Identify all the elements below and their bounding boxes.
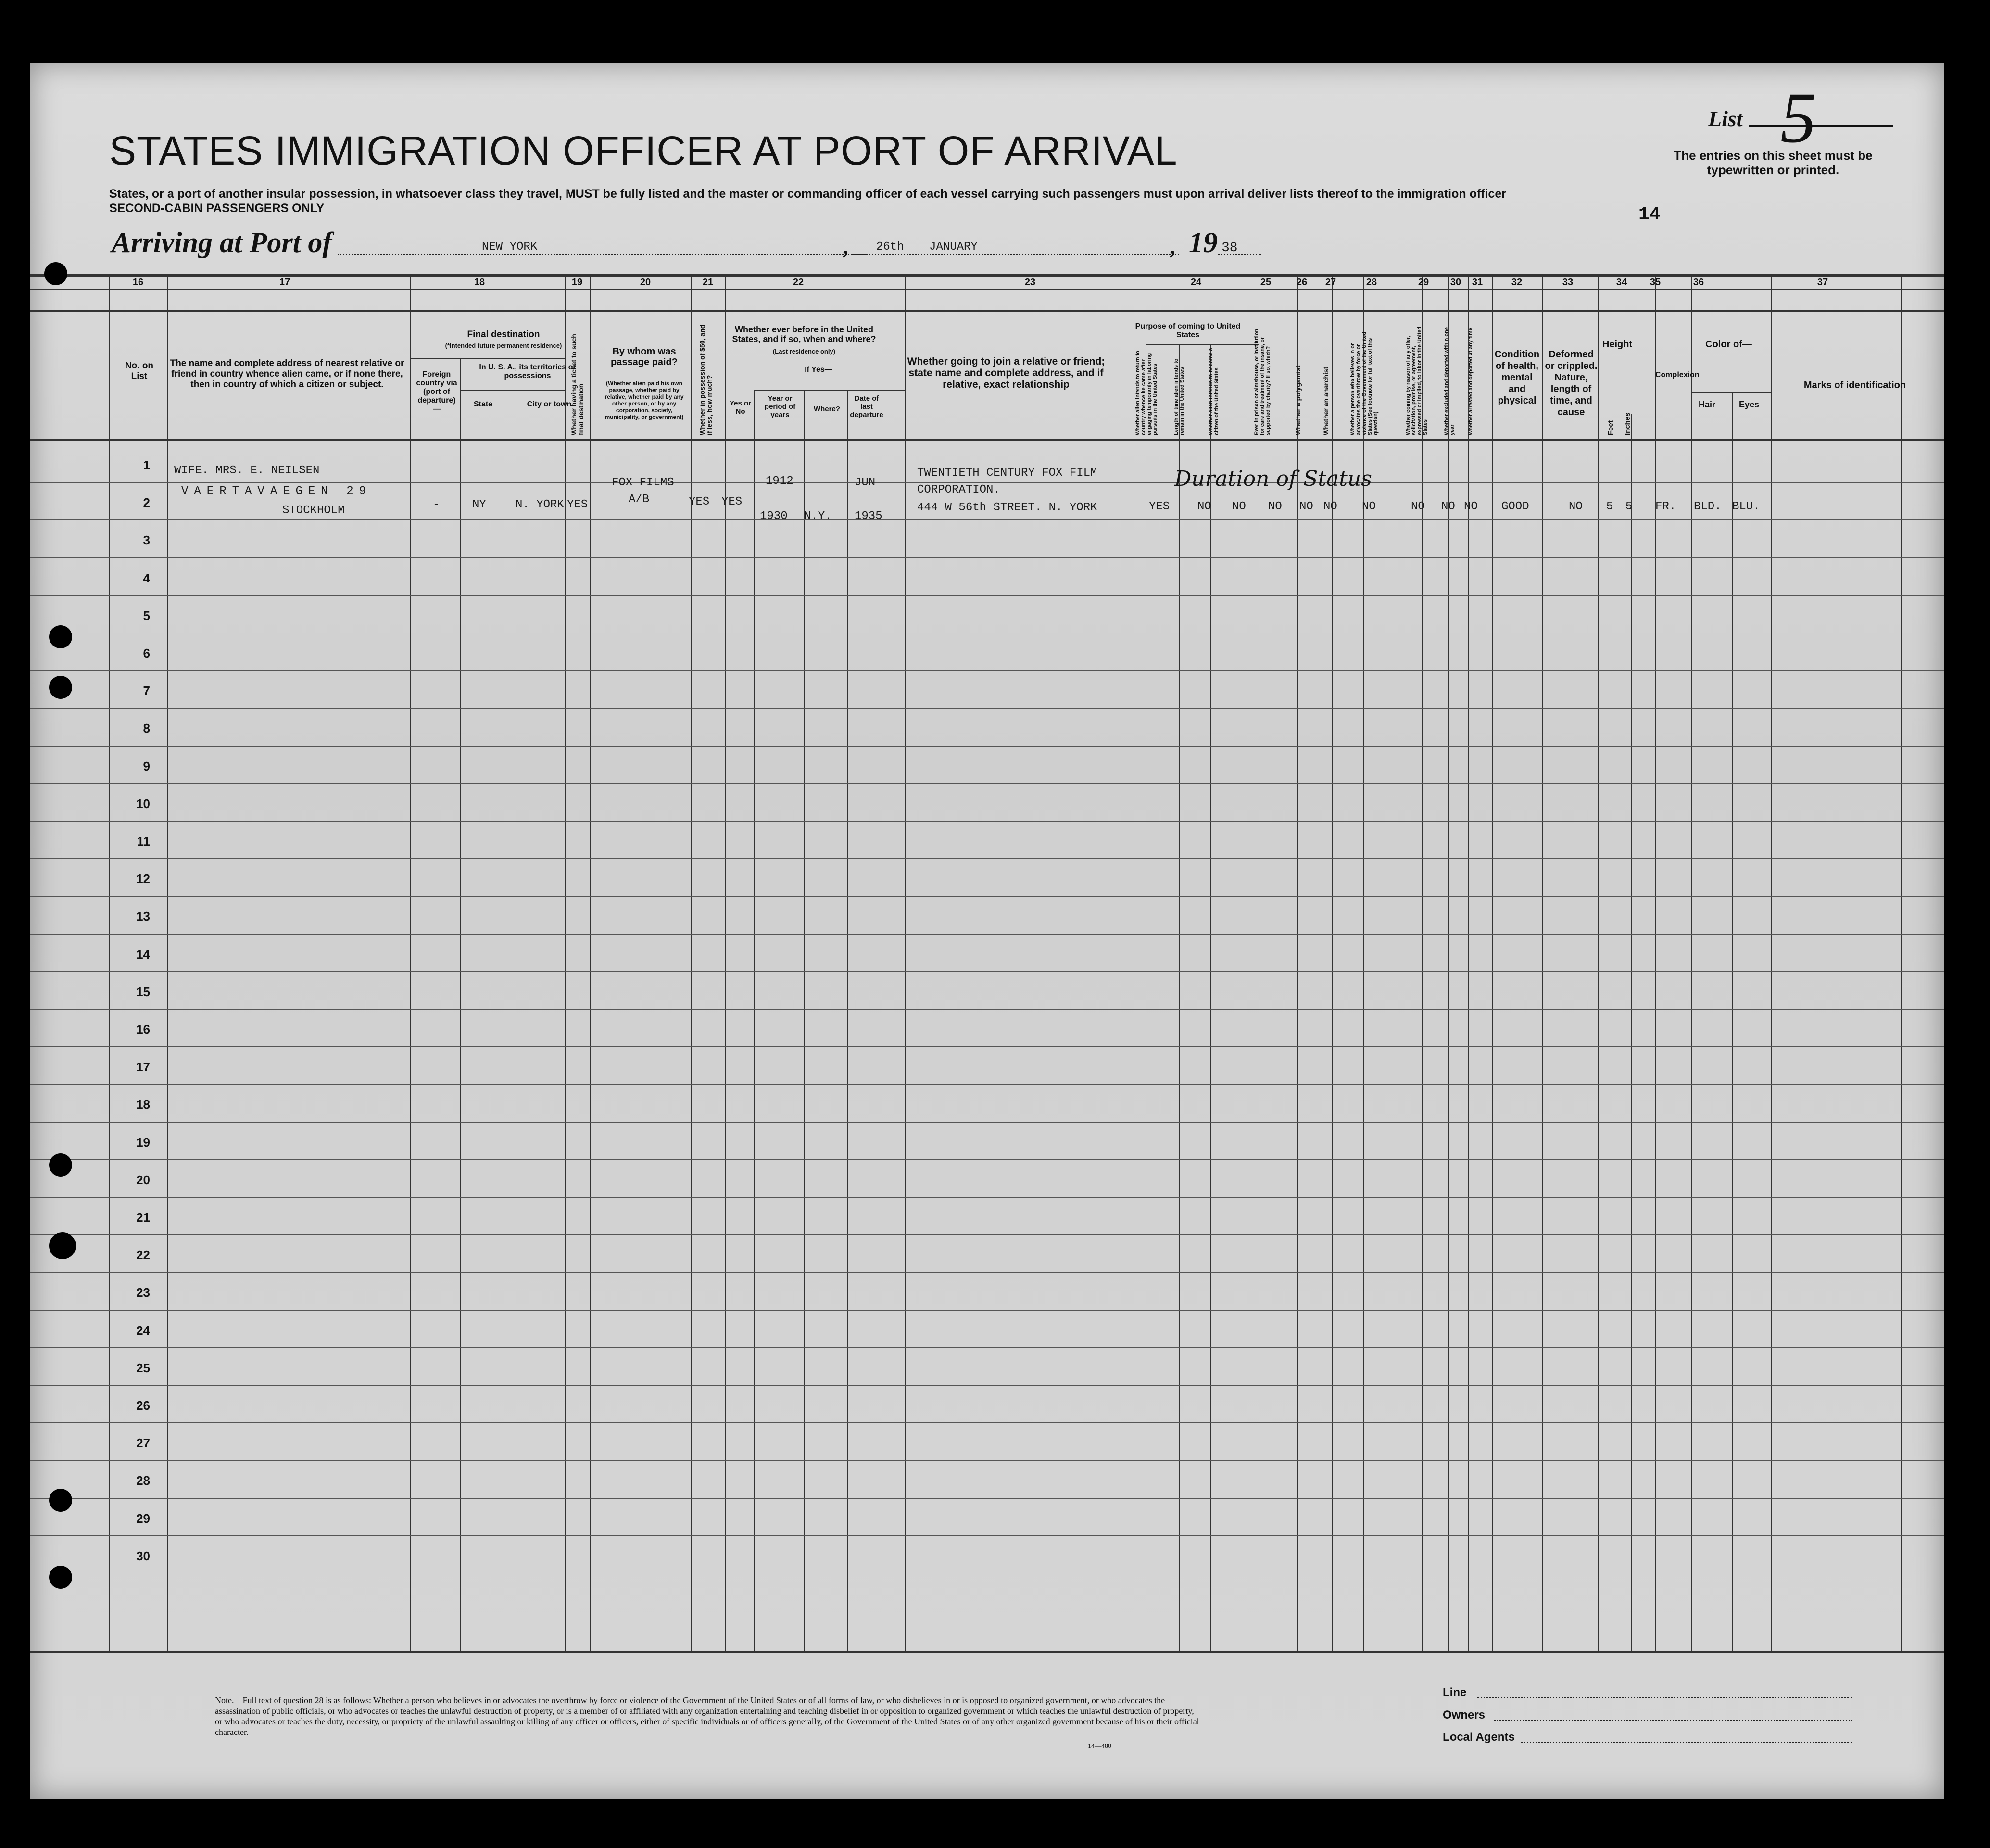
- agents-field: [1521, 1742, 1852, 1743]
- row-rule: [30, 1347, 1944, 1348]
- table-top-rule: [30, 274, 1944, 277]
- colnum-20: 20: [640, 277, 651, 288]
- entry-length: NO: [1197, 500, 1211, 513]
- subcolumn-divider: [1179, 344, 1180, 1651]
- line-label: Line: [1443, 1686, 1467, 1699]
- row-rule: [30, 1422, 1944, 1423]
- header-state: State: [473, 400, 493, 408]
- row-number: 8: [143, 721, 150, 735]
- subcolumn-divider: [847, 390, 848, 1651]
- row-number: 23: [136, 1285, 150, 1300]
- list-line: [1749, 125, 1893, 127]
- header-no-on-list: No. on List: [125, 361, 154, 381]
- subnote-line-2: SECOND-CABIN PASSENGERS ONLY: [109, 202, 325, 215]
- colnum-31: 31: [1472, 277, 1483, 288]
- header-final-destination: Final destination: [467, 329, 540, 340]
- entry-depart-year: 1935: [855, 510, 882, 523]
- header-purpose: Purpose of coming to United States: [1135, 322, 1241, 339]
- header-deformed: Deformed or crippled. Nature, length of time, and cause: [1545, 349, 1598, 418]
- row-number: 16: [136, 1022, 150, 1037]
- subnote-line-1: States, or a port of another insular possession, in whatsoever class they travel, MUST be fully listed and the master or commanding officer of each vessel carrying such passengers must upon arrival deliver lists thereof to the immigration officer: [109, 187, 1506, 201]
- header-passage-paid: By whom was passage paid?: [611, 346, 678, 367]
- header-if-yes: If Yes—: [805, 366, 832, 374]
- header-date-departure: Date of last departure: [850, 394, 883, 419]
- header-eyes: Eyes: [1738, 400, 1760, 409]
- entry-year1: 1912: [766, 475, 793, 488]
- entry-money: YES: [689, 495, 710, 508]
- arriving-label: Arriving at Port of: [112, 227, 332, 258]
- header-overthrow: Whether a person who believes in or advocates the overthrow by force or violence of the Government of the United States (See footnote for full text of this question): [1350, 331, 1379, 435]
- column-divider: [109, 274, 110, 1651]
- row-rule: [30, 1122, 1944, 1123]
- column-divider: [1771, 274, 1772, 1651]
- row-rule: [30, 1009, 1944, 1010]
- entry-depart-month: JUN: [855, 476, 876, 489]
- colnum-29: 29: [1418, 277, 1429, 288]
- row-rule: [30, 858, 1944, 859]
- binder-hole: [49, 1232, 76, 1259]
- entry-hair: BLD.: [1694, 500, 1722, 513]
- row-number: 10: [136, 797, 150, 811]
- binder-hole: [49, 1489, 72, 1512]
- entry-prison: NO: [1268, 500, 1282, 513]
- row-rule: [30, 1197, 1944, 1198]
- column-divider: [167, 274, 168, 1651]
- row-rule: [30, 1272, 1944, 1273]
- entry-state: NY: [472, 498, 486, 511]
- column-divider: [1901, 274, 1902, 1651]
- header-money: Whether in possession of $50, and if less, how much?: [698, 324, 713, 435]
- row-number: 22: [136, 1248, 150, 1262]
- header-offer-labor: Whether coming by reason of any offer, solicitation, promise, or agreement, expressed or implied, to labor in the United States: [1405, 326, 1428, 435]
- row-rule: [30, 1498, 1944, 1499]
- entry-join-line2: CORPORATION.: [917, 483, 1000, 496]
- row-rule: [30, 1159, 1944, 1160]
- entry-length-handwritten: Duration of Status: [1174, 467, 1372, 491]
- header-purpose-length: Length of time alien intends to remain in the United States: [1173, 358, 1185, 435]
- subcolumn-divider: [1631, 414, 1632, 1651]
- row-rule: [30, 1535, 1944, 1536]
- entry-q30: NO: [1441, 500, 1455, 513]
- header-hair: Hair: [1698, 400, 1715, 409]
- header-prison: Ever in prison or almshouse, or institution for care and treatment of the insane, or supported by charity? If so, which?: [1254, 329, 1271, 435]
- line-field: [1477, 1697, 1852, 1698]
- binder-hole: [49, 676, 72, 699]
- entry-citizen: NO: [1232, 500, 1246, 513]
- subheader-rule: [1691, 392, 1771, 393]
- row-rule: [30, 821, 1944, 822]
- header-excluded: Whether excluded and deported within one year: [1444, 327, 1455, 435]
- row-number: 28: [136, 1473, 150, 1488]
- header-final-destination-sub: (*Intended future permanent residence): [445, 342, 562, 349]
- binder-hole: [49, 1153, 72, 1177]
- entry-feet: 5: [1606, 500, 1613, 513]
- header-height: Height: [1602, 339, 1633, 350]
- subcolumn-divider: [754, 390, 755, 1651]
- row-number: 25: [136, 1361, 150, 1375]
- colnum-37: 37: [1817, 277, 1828, 288]
- column-divider: [1655, 274, 1656, 1651]
- row-number: 12: [136, 872, 150, 886]
- colnum-17: 17: [279, 277, 290, 288]
- row-number: 17: [136, 1060, 150, 1074]
- colnum-27: 27: [1325, 277, 1336, 288]
- agents-label: Local Agents: [1443, 1731, 1515, 1744]
- header-anarchist: Whether an anarchist: [1322, 367, 1330, 435]
- entry-complexion: FR.: [1655, 500, 1676, 513]
- form-number: 14—480: [1088, 1743, 1111, 1750]
- binder-hole: [49, 625, 72, 648]
- colnum-19: 19: [571, 277, 583, 288]
- entry-health: GOOD: [1501, 500, 1529, 513]
- colnum-16: 16: [132, 277, 144, 288]
- subheader-rule: [410, 358, 565, 359]
- owners-field: [1494, 1720, 1852, 1721]
- row-rule: [30, 746, 1944, 747]
- header-city: City or town: [527, 400, 572, 408]
- column-divider: [410, 274, 411, 1651]
- colnum-22: 22: [793, 277, 804, 288]
- row-rule: [30, 708, 1944, 709]
- entry-q31: NO: [1464, 500, 1478, 513]
- entry-relative-line2: VAERTAVAEGEN 29: [181, 485, 372, 498]
- row-number: 29: [136, 1511, 150, 1526]
- colnum-24: 24: [1190, 277, 1202, 288]
- row-rule: [30, 1046, 1944, 1047]
- entry-relative-line1: WIFE. MRS. E. NEILSEN: [174, 464, 320, 477]
- header-top-rule: [30, 310, 1944, 312]
- row-number: 9: [143, 759, 150, 773]
- entry-paid-by-line1: FOX FILMS: [612, 476, 674, 489]
- header-before-us-sub: (Last residence only): [772, 348, 836, 355]
- entry-anarchist: NO: [1323, 500, 1337, 513]
- row-number: 5: [143, 608, 150, 623]
- column-divider: [905, 274, 906, 1651]
- header-marks: Marks of identification: [1803, 380, 1906, 391]
- subcolumn-divider: [1732, 392, 1733, 1651]
- month-value: JANUARY: [929, 240, 978, 253]
- column-divider: [1448, 274, 1449, 1651]
- entry-return: YES: [1149, 500, 1170, 513]
- subcolumn-divider: [804, 390, 805, 1651]
- row-number: 3: [143, 533, 150, 547]
- colnum-28: 28: [1366, 277, 1377, 288]
- colnum-26: 26: [1296, 277, 1308, 288]
- header-foreign-country: Foreign country via (port of departure)—: [416, 370, 457, 413]
- entry-before-yes-no: YES: [721, 495, 743, 508]
- row-number: 4: [143, 571, 150, 585]
- row-rule: [30, 670, 1944, 671]
- colnum-32: 32: [1511, 277, 1523, 288]
- row-number: 7: [143, 684, 150, 698]
- colnum-35: 35: [1650, 277, 1661, 288]
- entry-paid-by-line2: A/B: [629, 493, 650, 506]
- header-health: Condition of health, mental and physical: [1494, 349, 1540, 406]
- header-feet: Feet: [1607, 420, 1615, 435]
- row-number: 14: [136, 947, 150, 962]
- year-line: [1218, 254, 1261, 255]
- row-number: 15: [136, 985, 150, 999]
- row-rule: [30, 595, 1944, 596]
- entry-foreign-via: -: [433, 498, 440, 511]
- entries-note: The entries on this sheet must be typewritten or printed.: [1674, 148, 1873, 177]
- column-divider: [1422, 274, 1423, 1651]
- row-rule: [30, 1385, 1944, 1386]
- header-inches: Inches: [1624, 412, 1632, 435]
- date-line: [852, 254, 1179, 255]
- binder-hole: [49, 1566, 72, 1589]
- row-rule: [30, 519, 1944, 520]
- row-number: 21: [136, 1210, 150, 1225]
- row-rule: [30, 482, 1944, 483]
- entry-ticket: YES: [567, 498, 588, 511]
- row-rule: [30, 1310, 1944, 1311]
- colnum-rule: [30, 289, 1944, 290]
- row-number: 1: [143, 458, 150, 472]
- header-color: Color of—: [1705, 339, 1752, 350]
- entry-inches: 5: [1625, 500, 1633, 513]
- header-relative: The name and complete address of nearest relative or friend in country whence alien came, or if none there, then in country of which a citizen or subject.: [170, 358, 404, 390]
- sheet-number: 14: [1638, 204, 1661, 225]
- row-number: 13: [136, 909, 150, 924]
- manifest-sheet: [30, 63, 1944, 1799]
- row-rule: [30, 971, 1944, 972]
- row-rule: [30, 1234, 1944, 1235]
- entry-deformed: NO: [1569, 500, 1583, 513]
- row-number: 26: [136, 1398, 150, 1413]
- row-rule: [30, 934, 1944, 935]
- colnum-23: 23: [1024, 277, 1036, 288]
- header-purpose-citizen: Whether alien intends to become a citizen of the United States: [1208, 348, 1220, 435]
- subcolumn-divider: [460, 358, 461, 1651]
- row-rule: [30, 557, 1944, 558]
- header-arrested: Whether arrested and deported at any time: [1468, 328, 1474, 435]
- row-rule: [30, 1460, 1944, 1461]
- row-number: 2: [143, 495, 150, 510]
- column-divider: [1598, 274, 1599, 1651]
- entry-city: N. YORK: [516, 498, 564, 511]
- header-yes-or-no: Yes or No: [729, 399, 752, 416]
- column-divider: [725, 274, 726, 1651]
- subheader-rule: [754, 390, 905, 391]
- footnote-q28: Note.—Full text of question 28 is as follows: Whether a person who believes in or advocates the overthrow by force or violence of the Government of the United States or of all forms of law, or who disbelieves in or is opposed to organized government, or who advocates the assassination of public officials, or who advocates or teaches the unlawful destruction of property, or is a member of or affiliated with any organization entertaining and teaching disbelief in or opposition to organized government or which teaches the unlawful destruction of property, or who advocates or teaches the duty, necessity, or propriety of the unlawful assaulting or killing of any officer or officers, either of specific individuals or of officers generally, of the Government of the United States or of any other organized government because of his or their official character.: [215, 1696, 1199, 1737]
- column-divider: [565, 274, 566, 1651]
- entry-q29: NO: [1411, 500, 1425, 513]
- entry-join-line3: 444 W 56th STREET. N. YORK: [917, 501, 1097, 514]
- header-before-us: Whether ever before in the United States, and if so, when and where?: [732, 325, 876, 344]
- header-bottom-rule: [30, 439, 1944, 441]
- header-purpose-return: Whether alien intends to return to country whence he came after engaging temporarily in laboring pursuits in the United States: [1135, 350, 1158, 435]
- row-number: 6: [143, 646, 150, 660]
- list-number: 5: [1780, 78, 1816, 158]
- page-title: STATES IMMIGRATION OFFICER AT PORT OF ARRIVAL: [109, 128, 1178, 173]
- subheader-rule: [460, 390, 565, 391]
- column-divider: [1492, 274, 1493, 1651]
- colnum-36: 36: [1693, 277, 1704, 288]
- entry-polygamist: NO: [1299, 500, 1313, 513]
- subcolumn-divider: [1210, 344, 1211, 1651]
- entry-relative-line3: STOCKHOLM: [282, 504, 345, 517]
- header-passage-paid-sub: (Whether alien paid his own passage, whether paid by relative, whether paid by any other person, or by any corporation, society, municipality, or government): [605, 380, 684, 420]
- row-number: 30: [136, 1549, 150, 1563]
- list-label: List: [1708, 106, 1743, 131]
- entry-where: N.Y.: [804, 510, 832, 523]
- row-rule: [30, 783, 1944, 784]
- row-number: 11: [137, 834, 150, 848]
- header-polygamist: Whether a polygamist: [1294, 365, 1302, 435]
- header-in-usa: In U. S. A., its territories or possessions: [479, 363, 576, 380]
- owners-label: Owners: [1443, 1709, 1486, 1721]
- binder-hole: [44, 262, 67, 285]
- entry-year2: 1930: [760, 510, 788, 523]
- subheader-rule: [1146, 344, 1259, 345]
- header-join-relative: Whether going to join a relative or friend; state name and complete address, and if relative, exact relationship: [907, 356, 1105, 390]
- day-value: 26th: [876, 240, 904, 253]
- colnum-21: 21: [702, 277, 714, 288]
- column-divider: [1691, 274, 1692, 1651]
- comma-1: ,: [843, 234, 848, 259]
- entry-eyes: BLU.: [1732, 500, 1760, 513]
- column-divider: [1468, 274, 1469, 1651]
- table-bottom-rule: [30, 1651, 1944, 1653]
- row-number: 24: [136, 1323, 150, 1338]
- row-number: 19: [136, 1135, 150, 1150]
- entry-join-line1: TWENTIETH CENTURY FOX FILM: [917, 467, 1097, 480]
- entry-q28: NO: [1362, 500, 1376, 513]
- year-prefix: 19: [1189, 227, 1218, 258]
- header-year-period: Year or period of years: [764, 394, 796, 419]
- port-line: [338, 254, 867, 255]
- header-complexion: Complexion: [1655, 371, 1700, 379]
- column-divider: [590, 274, 591, 1651]
- header-where: Where?: [813, 405, 840, 413]
- year-suffix: 38: [1222, 240, 1238, 255]
- row-rule: [30, 896, 1944, 897]
- colnum-30: 30: [1450, 277, 1461, 288]
- colnum-18: 18: [474, 277, 485, 288]
- comma-2: ,: [1170, 234, 1175, 259]
- row-number: 27: [136, 1436, 150, 1450]
- column-divider: [1542, 274, 1543, 1651]
- colnum-25: 25: [1260, 277, 1272, 288]
- row-number: 20: [136, 1173, 150, 1187]
- row-rule: [30, 1084, 1944, 1085]
- port-value: NEW YORK: [482, 240, 538, 253]
- row-number: 18: [136, 1097, 150, 1112]
- header-subnote: [109, 187, 1648, 215]
- colnum-34: 34: [1616, 277, 1627, 288]
- column-divider: [691, 274, 692, 1651]
- header-ticket: Whether having a ticket to such final destination: [570, 334, 585, 435]
- colnum-33: 33: [1562, 277, 1574, 288]
